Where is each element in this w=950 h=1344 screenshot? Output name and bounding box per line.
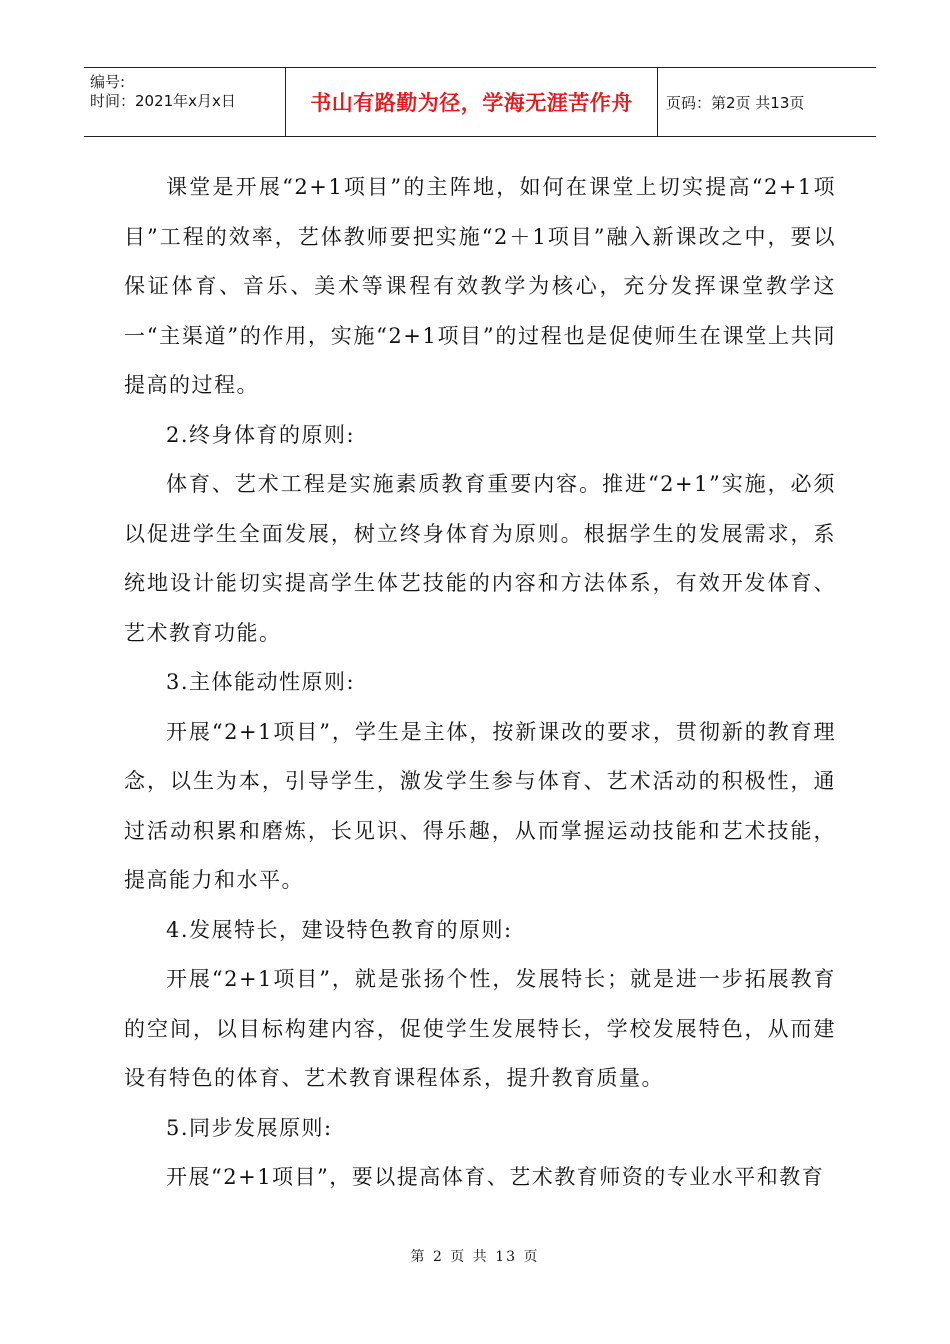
paragraph: 课堂是开展“2+1项目”的主阵地，如何在课堂上切实提高“2+1项目”工程的效率，艺体教师要把实施“2＋1项目”融入新课改之中，要以保证体育、音乐、美术等课程有效教学为核心，充分发挥课堂教学这一“主渠道”的作用，实施“2+1项目”的过程也是促使师生在课堂上共同提高的过程。 <box>124 175 836 397</box>
page-footer: 第 2 页 共 13 页 <box>410 1249 540 1265</box>
paragraph: 体育、艺术工程是实施素质教育重要内容。推进“2+1”实施，必须以促进学生全面发展，树立终身体育为原则。根据学生的发展需求，系统地设计能切实提高学生体艺技能的内容和方法体系，有效开发体育、艺术教育功能。 <box>124 472 836 645</box>
paragraph: 开展“2+1项目”，学生是主体，按新课改的要求，贯彻新的教育理念，以生为本，引导学生，激发学生参与体育、艺术活动的积极性，通过活动积累和磨炼，长见识、得乐趣，从而掌握运动技能和艺术技能，提高能力和水平。 <box>124 719 836 892</box>
header-meta-cell <box>84 68 286 136</box>
section-heading: 3.主体能动性原则: <box>166 670 356 694</box>
date-label: 时间：2021年x月x日 <box>90 92 236 110</box>
paragraph: 开展“2+1项目”，就是张扬个性，发展特长；就是进一步拓展教育的空间，以目标构建内容，促使学生发展特长，学校发展特色，从而建设有特色的体育、艺术教育课程体系，提升教育质量。 <box>124 967 836 1090</box>
paragraph: 开展“2+1项目”，要以提高体育、艺术教育师资的专业水平和教育 <box>166 1165 825 1189</box>
header-page-info: 页码：第2页 共13页 <box>666 93 805 112</box>
serial-number-label: 编号: <box>90 73 126 91</box>
section-heading: 4.发展特长，建设特色教育的原则: <box>166 917 513 942</box>
section-heading: 5.同步发展原则: <box>166 1115 333 1140</box>
document-body <box>124 163 836 1203</box>
header-motto: 书山有路勤为径，学海无涯苦作舟 <box>286 68 658 136</box>
page-header <box>84 67 876 137</box>
section-heading: 2.终身体育的原则: <box>166 422 356 447</box>
